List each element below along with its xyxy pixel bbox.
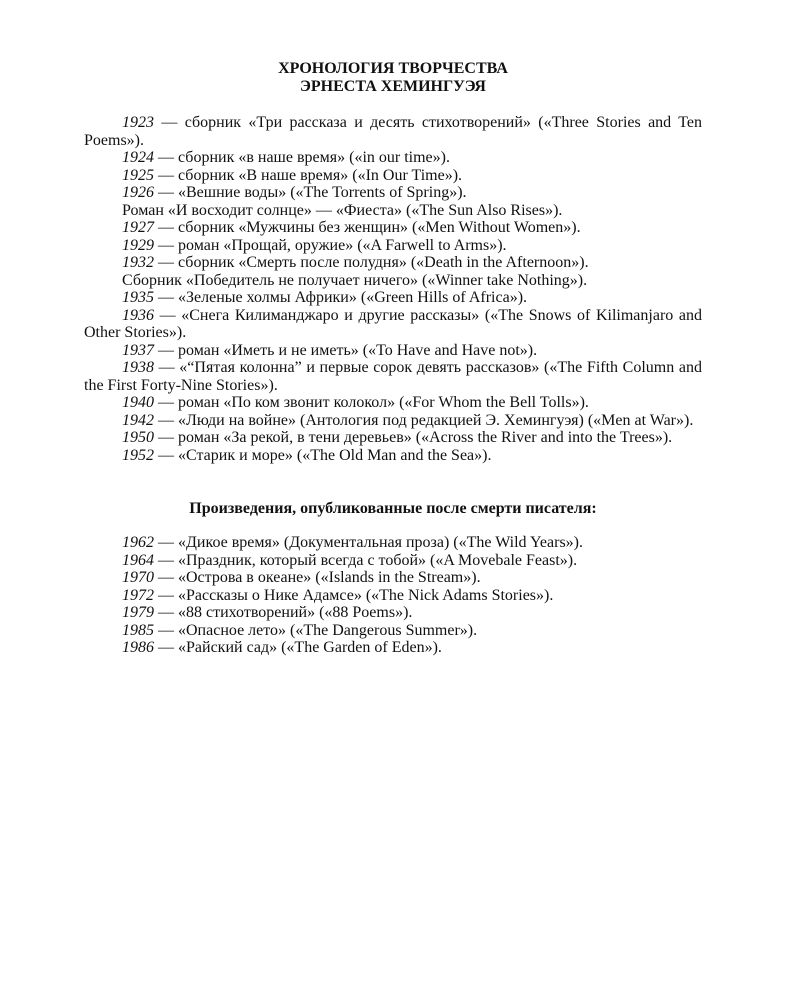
entry-text: — «Острова в океане» («Islands in the Stream»). [154, 569, 481, 586]
chronology-entry [84, 412, 702, 430]
chronology-entry [84, 622, 702, 640]
entry-year: 1929 [122, 236, 154, 254]
entry-text: — «Праздник, который всегда с тобой» («A Movebale Feast»). [154, 551, 578, 569]
entry-year: 1962 [122, 534, 154, 551]
entry-year: 1940 [122, 394, 154, 411]
chronology-entry [84, 359, 702, 394]
chronology-entry [84, 289, 702, 307]
entry-text: — роман «Иметь и не иметь» («To Have and Have not»). [154, 341, 538, 359]
entry-year: 1923 [122, 114, 154, 131]
chronology-entry [84, 184, 702, 202]
entry-text: — роман «За рекой, в тени деревьев» («Across the River and into the Trees»). [154, 429, 673, 446]
title-line-2: ЭРНЕСТА ХЕМИНГУЭЯ [300, 78, 486, 95]
entry-text: — роман «По ком звонит колокол» («For Whom the Bell Tolls»). [154, 394, 589, 411]
page-title [84, 60, 702, 96]
entry-year: 1927 [122, 219, 154, 236]
entry-year: 1925 [122, 166, 154, 184]
entry-text: — «Зеленые холмы Африки» («Green Hills of Africa»). [154, 289, 528, 306]
entry-year: 1972 [122, 586, 154, 604]
chronology-list [84, 114, 702, 464]
entry-year: 1985 [122, 621, 154, 639]
entry-year: 1979 [122, 604, 154, 621]
chronology-entry [84, 237, 702, 255]
chronology-entry [84, 254, 702, 272]
entry-year: 1964 [122, 551, 154, 569]
entry-text: Сборник «Победитель не получает ничего» («Winner take Nothing»). [122, 271, 588, 289]
entry-text: — «88 стихотворений» («88 Poems»). [154, 604, 413, 621]
chronology-entry [84, 569, 702, 587]
chronology-entry [84, 639, 702, 657]
chronology-entry [84, 307, 702, 342]
entry-year: 1932 [122, 254, 154, 271]
chronology-entry [84, 604, 702, 622]
entry-year: 1986 [122, 639, 154, 656]
entry-text: — роман «Прощай, оружие» («A Farwell to Arms»). [154, 236, 507, 254]
entry-text: — сборник «В наше время» («In Our Time»). [154, 166, 463, 184]
chronology-entry [84, 114, 702, 149]
entry-year: 1935 [122, 289, 154, 306]
entry-text: — «“Пятая колонна” и первые сорок девять рассказов» («The Fifth Column and the First Forty-Nine Stories»). [84, 359, 702, 394]
entry-text: — сборник «Три рассказа и десять стихотворений» («Three Stories and Ten Poems»). [84, 114, 702, 149]
entry-text: — «Опасное лето» («The Dangerous Summer»). [154, 621, 478, 639]
chronology-entry [84, 272, 702, 290]
chronology-entry [84, 219, 702, 237]
entry-text: — сборник «Мужчины без женщин» («Men Without Women»). [154, 219, 581, 236]
entry-text: — «Старик и море» («The Old Man and the Sea»). [154, 446, 492, 464]
chronology-entry [84, 394, 702, 412]
entry-text: — «Дикое время» (Документальная проза) («The Wild Years»). [154, 534, 583, 551]
title-line-1: ХРОНОЛОГИЯ ТВОРЧЕСТВА [278, 60, 508, 77]
entry-text: — «Снега Килиманджаро и другие рассказы» («The Snows of Kilimanjaro and Other Stories»). [84, 306, 702, 341]
entry-year: 1936 [122, 306, 154, 324]
entry-text: — сборник «в наше время» («in our time»). [154, 149, 450, 166]
chronology-entry [84, 429, 702, 447]
chronology-entry [84, 202, 702, 220]
section-heading-posthumous: Произведения, опубликованные после смерти писателя: [189, 500, 597, 517]
entry-year: 1952 [122, 446, 154, 464]
chronology-entry [84, 552, 702, 570]
posthumous-list [84, 534, 702, 657]
document-page [84, 60, 702, 657]
entry-text: — «Рассказы о Нике Адамсе» («The Nick Adams Stories»). [154, 586, 554, 604]
entry-text: — сборник «Смерть после полудня» («Death in the Afternoon»). [154, 254, 589, 271]
chronology-entry [84, 149, 702, 167]
chronology-entry [84, 587, 702, 605]
entry-text: — «Люди на войне» (Антология под редакцией Э. Хемингуэя) («Men at War»). [154, 411, 694, 429]
entry-text: — «Вешние воды» («The Torrents of Spring»). [154, 184, 467, 201]
entry-year: 1926 [122, 184, 154, 201]
entry-year: 1950 [122, 429, 154, 446]
entry-year: 1937 [122, 341, 154, 359]
chronology-entry [84, 534, 702, 552]
entry-year: 1942 [122, 411, 154, 429]
entry-text: — «Райский сад» («The Garden of Eden»). [154, 639, 442, 656]
entry-text: Роман «И восходит солнце» — «Фиеста» («The Sun Also Rises»). [122, 201, 563, 219]
entry-year: 1938 [122, 359, 154, 376]
chronology-entry [84, 342, 702, 360]
entry-year: 1924 [122, 149, 154, 166]
entry-year: 1970 [122, 569, 154, 586]
chronology-entry [84, 447, 702, 465]
chronology-entry [84, 167, 702, 185]
